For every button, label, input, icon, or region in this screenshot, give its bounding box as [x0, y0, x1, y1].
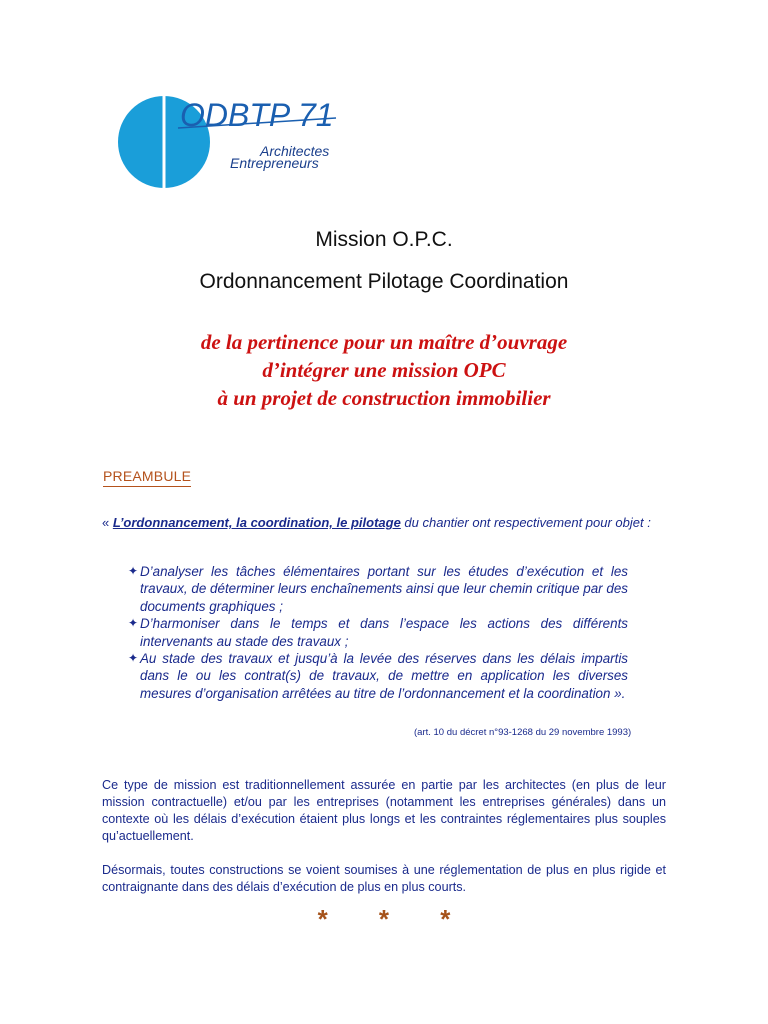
- four-point-star-icon: ✦: [128, 616, 139, 631]
- objectives-list: [128, 563, 628, 702]
- preambule-intro: [102, 514, 668, 531]
- four-point-star-icon: ✦: [128, 564, 139, 578]
- section-heading-preambule: PREAMBULE: [103, 468, 191, 487]
- subtitle-line: d’intégrer une mission OPC: [262, 358, 506, 382]
- logo-graphic: [108, 88, 340, 196]
- list-item: [128, 563, 628, 615]
- intro-rest: du chantier ont respectivement pour objet :: [400, 515, 651, 530]
- list-item-text: D’harmoniser dans le temps et dans l’espace les actions des différents intervenants au stade des travaux ;: [140, 616, 628, 649]
- page-title: Mission O.P.C.: [315, 228, 453, 251]
- four-point-star-icon: ✦: [128, 651, 139, 666]
- intro-lead: L’ordonnancement, la coordination, le pilotage: [112, 515, 401, 530]
- list-item-text: Au stade des travaux et jusqu’à la levée des réserves dans les délais impartis dans le ou les contrat(s) de travaux, de mettre en application les diverses mesures d’organisation arrêtées au titre de l’ordonnancement et la coordination ».: [140, 651, 628, 701]
- subtitle-line: de la pertinence pour un maître d’ouvrage: [200, 330, 568, 354]
- intro-open-quote: «: [102, 515, 113, 530]
- decree-citation: (art. 10 du décret n°93-1268 du 29 novembre 1993): [414, 727, 632, 738]
- logo-tagline-line1: Architectes: [260, 143, 330, 159]
- body-paragraph-2: Désormais, toutes constructions se voient soumises à une réglementation de plus en plus rigide et contraignante dans des délais d’exécution de plus en plus courts.: [102, 863, 666, 894]
- list-item: [128, 650, 628, 702]
- section-separator: * * *: [317, 904, 473, 934]
- list-item-text: D’analyser les tâches élémentaires portant sur les études d’exécution et les travaux, de déterminer leurs enchaînements ainsi que leur chemin critique par des documents graphiques ;: [140, 564, 628, 614]
- logo-tagline-line2: Entrepreneurs: [230, 155, 319, 171]
- logo-brand-text: ODBTP 71: [180, 97, 334, 133]
- subtitle-line: à un projet de construction immobilier: [217, 386, 551, 410]
- list-item: [128, 615, 628, 650]
- body-paragraph-1: Ce type de mission est traditionnellement assurée en partie par les architectes (en plus de leur mission contractuelle) et/ou par les entreprises (notamment les entreprises générales) dans un contexte où les délais d’exécution étaient plus longs et les contraintes réglementaires plus souples qu’actuellement.: [102, 778, 666, 843]
- odbtp-logo: [108, 88, 340, 196]
- red-subtitle: [0, 328, 768, 412]
- page-subtitle-heading: Ordonnancement Pilotage Coordination: [199, 270, 569, 293]
